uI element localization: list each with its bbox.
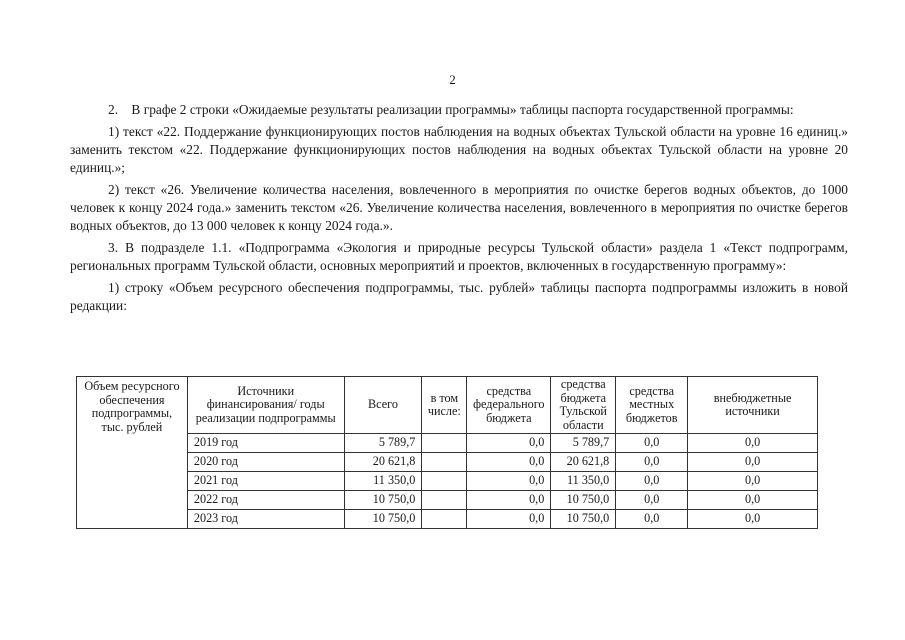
regional-cell: 10 750,0 [551,510,616,529]
header-regional: средства бюджета Тульской области [551,377,616,434]
local-cell: 0,0 [616,434,688,453]
including-cell [422,472,467,491]
extra-cell: 0,0 [688,491,818,510]
federal-cell: 0,0 [467,510,551,529]
paragraph-subitem-2: 2) текст «26. Увеличение количества населения, вовлеченного в мероприятия по очистке берегов водных объектов, до 1000 человек к концу 2024 года.» заменить текстом «26. Увеличение количества населения, вовлеченного в мероприятия по очистке берегов водных объектов, до 13 000 человек к концу 2024 года.». [70,182,848,233]
year-cell: 2020 год [187,453,344,472]
header-total: Всего [344,377,422,434]
year-cell: 2021 год [187,472,344,491]
header-local: средства местных бюджетов [616,377,688,434]
local-cell: 0,0 [616,491,688,510]
including-cell [422,491,467,510]
header-extrabudget: внебюджетные источники [688,377,818,434]
including-cell [422,434,467,453]
extra-cell: 0,0 [688,434,818,453]
document-body [70,101,848,319]
federal-cell: 0,0 [467,434,551,453]
page-number: 2 [449,72,456,87]
federal-cell: 0,0 [467,491,551,510]
including-cell [422,453,467,472]
header-sources: Источники финансирования/ годы реализации подпрограммы [187,377,344,434]
regional-cell: 10 750,0 [551,491,616,510]
year-cell: 2022 год [187,491,344,510]
paragraph-item-3-subitem-1: 1) строку «Объем ресурсного обеспечения подпрограммы, тыс. рублей» таблицы паспорта подпрограммы изложить в новой редакции: [70,280,848,313]
table-row [77,453,818,472]
extra-cell: 0,0 [688,453,818,472]
table-row-label: Объем ресурсного обеспечения подпрограммы, тыс. рублей [77,377,188,529]
including-cell [422,510,467,529]
table-row [77,434,818,453]
total-cell: 11 350,0 [344,472,422,491]
table-header-row [77,377,818,434]
total-cell: 20 621,8 [344,453,422,472]
total-cell: 5 789,7 [344,434,422,453]
local-cell: 0,0 [616,472,688,491]
regional-cell: 20 621,8 [551,453,616,472]
table-row [77,491,818,510]
regional-cell: 5 789,7 [551,434,616,453]
regional-cell: 11 350,0 [551,472,616,491]
federal-cell: 0,0 [467,453,551,472]
total-cell: 10 750,0 [344,510,422,529]
table-row [77,472,818,491]
year-cell: 2023 год [187,510,344,529]
local-cell: 0,0 [616,453,688,472]
paragraph-item-3: 3. В подразделе 1.1. «Подпрограмма «Экология и природные ресурсы Тульской области» раздела 1 «Текст подпрограмм, региональных программ Тульской области, основных мероприятий и проектов, включенных в государственную программу»: [70,240,848,273]
extra-cell: 0,0 [688,472,818,491]
header-federal: средства федерального бюджета [467,377,551,434]
year-cell: 2019 год [187,434,344,453]
header-including: в том числе: [422,377,467,434]
total-cell: 10 750,0 [344,491,422,510]
table-row [77,510,818,529]
paragraph-item-2: 2. В графе 2 строки «Ожидаемые результаты реализации программы» таблицы паспорта государственной программы: [108,102,794,117]
paragraph-subitem-1: 1) текст «22. Поддержание функционирующих постов наблюдения на водных объектах Тульской области на уровне 16 единиц.» заменить текстом «22. Поддержание функционирующих постов наблюдения на водных объектах Тульской области на уровне 20 единиц.»; [70,124,848,175]
federal-cell: 0,0 [467,472,551,491]
extra-cell: 0,0 [688,510,818,529]
local-cell: 0,0 [616,510,688,529]
funding-table [76,376,818,529]
